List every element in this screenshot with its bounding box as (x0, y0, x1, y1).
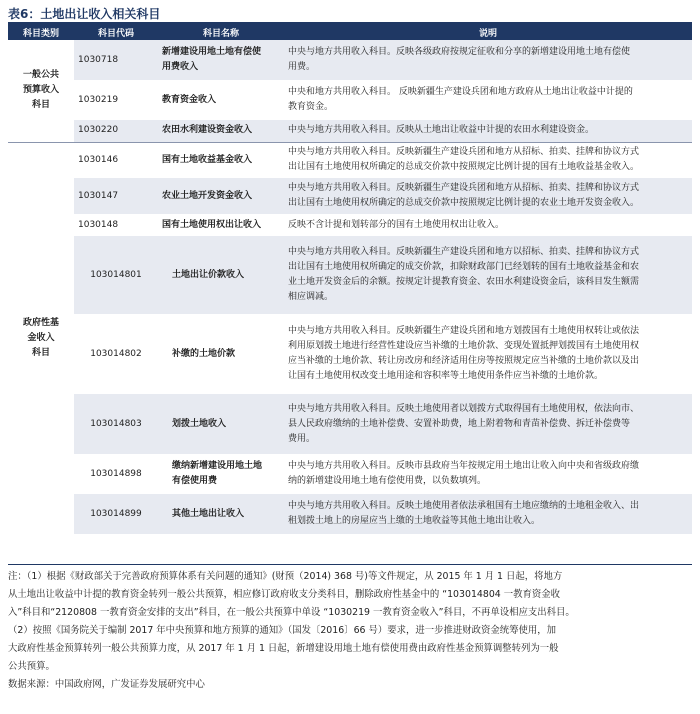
table-row (8, 142, 692, 178)
description-line: 中央与地方共用收入科目。反映新疆生产建设兵团和地方从招标、拍卖、挂牌和协议方式 (288, 183, 640, 193)
table-row (8, 236, 692, 314)
data-source: 数据来源：中国政府网，广发证券发展研究中心 (8, 679, 205, 690)
description-line: 利用原划拨土地进行经营性建设应当补缴的土地价款、变现处置抵押划拨国有土地使用权 (288, 341, 640, 351)
subject-name-line: 农田水利建设资金收入 (162, 125, 253, 136)
description-line: 中央与地方共用收入科目。反映从土地出让收益中计提的农田水利建设资金。 (288, 125, 595, 136)
table-row (8, 120, 692, 142)
subject-code: 103014899 (74, 494, 158, 534)
description-line: 费用。 (288, 433, 316, 444)
subject-description (284, 454, 692, 494)
table-row (8, 80, 692, 120)
note-line: 入”科目和“2120808 一教育资金安排的支出”科目，在一般公共预算中单设 “1030219 一教育资金收入”科目，不再单设相应支出科目。 (8, 607, 575, 618)
category-line: 政府性基 (22, 317, 59, 328)
header-description: 说明 (284, 24, 692, 40)
note-line: 公共预算。 (8, 661, 55, 672)
description-line: 相应调减。 (288, 292, 334, 302)
subject-name-line: 新增建设用地土地有偿使 (162, 47, 262, 57)
category-government-fund (8, 142, 74, 534)
table-header-row (8, 24, 692, 40)
subject-name-line: 土地出让价款收入 (172, 269, 245, 280)
table-title-bar (8, 6, 692, 24)
subject-code: 1030146 (74, 142, 158, 178)
description-line: 业土地开发资金后的余额。按规定计提教育资金、农田水利建设资金后，该科目发生额需 (288, 277, 640, 287)
subject-name-line: 国有土地收益基金收入 (162, 154, 253, 165)
description-line: 出让国有土地使用权所确定的成交价款，扣除财政部门已经划转的国有土地收益基金和农 (288, 262, 640, 272)
subject-description (284, 494, 692, 534)
subject-description (284, 394, 692, 454)
subject-description (284, 214, 692, 236)
description-line: 中央和地方共用收入科目。 反映新疆生产建设兵团和地方政府从土地出让收益中计提的 (288, 87, 633, 97)
subject-name-line: 补缴的土地价款 (172, 348, 236, 359)
subject-name-line: 缴纳新增建设用地土地 (172, 461, 263, 471)
subject-name-line: 农业土地开发资金收入 (162, 190, 253, 201)
subject-name (158, 454, 284, 494)
subject-name (158, 40, 284, 80)
category-line: 科目 (31, 100, 50, 111)
subject-description (284, 80, 692, 120)
description-line: 中央与地方共用收入科目。反映市县政府当年按规定用土地出让收入向中央和省级政府缴 (288, 461, 640, 471)
category-line: 科目 (31, 347, 50, 358)
subject-code: 1030718 (74, 40, 158, 80)
header-category: 科目类别 (8, 24, 74, 40)
subject-name (158, 494, 284, 534)
subject-name (158, 394, 284, 454)
description-line: 出让国有土地使用权所确定的总成交价款中按照规定比例计提的农业土地开发资金收入。 (288, 198, 640, 208)
table-row (8, 314, 692, 394)
subject-description (284, 142, 692, 178)
description-line: 中央与地方共用收入科目。反映土地使用者以划拨方式取得国有土地使用权，依法向市、 (288, 403, 640, 414)
table-row (8, 178, 692, 214)
subject-name (158, 236, 284, 314)
subject-description (284, 236, 692, 314)
description-line: 租划拨土地上的房屋应当上缴的土地收益等其他土地出让收入。 (288, 516, 541, 526)
subject-name (158, 120, 284, 142)
subject-name-line: 国有土地使用权出让收入 (162, 219, 262, 230)
subject-code: 103014802 (90, 348, 142, 359)
subject-code: 1030148 (78, 219, 119, 230)
header-name: 科目名称 (158, 24, 284, 40)
subject-name (158, 142, 284, 178)
description-line: 中央与地方共用收入科目。反映新疆生产建设兵团和地方划拨国有土地使用权转让或依法 (288, 326, 640, 336)
subject-description (284, 314, 692, 394)
table-title: 表6：土地出让收入相关科目 (8, 7, 161, 21)
description-line: 纳的新增建设用地土地有偿使用费，以负数填列。 (288, 476, 487, 486)
description-line: 用费。 (288, 62, 316, 72)
category-general-budget (8, 40, 74, 142)
subject-description (284, 120, 692, 142)
subject-code: 1030219 (78, 94, 119, 105)
subject-description (284, 40, 692, 80)
subject-name-line: 有偿使用费 (172, 476, 218, 486)
description-line: 出让国有土地使用权所确定的总成交价款中按照规定比例计提的国有土地收益基金收入。 (288, 162, 640, 173)
table-row (8, 494, 692, 534)
subject-name-line: 其他土地出让收入 (172, 508, 245, 519)
category-line: 预算收入 (22, 85, 59, 96)
description-line: 应当补缴的土地价款、转让房改房和经济适用住房等按照规定应当补缴的土地价款以及出 (288, 356, 640, 366)
note-line: （2）按照《国务院关于编制 2017 年中央预算和地方预算的通知》（国发〔2016〕66 号）要求，进一步推进财政资金统筹使用，加 (8, 625, 556, 636)
subject-code: 103014803 (74, 394, 158, 454)
subject-name (158, 80, 284, 120)
subject-name-line: 用费收入 (162, 62, 199, 72)
subject-name (158, 314, 284, 394)
header-code: 科目代码 (74, 24, 158, 40)
description-line: 县人民政府缴纳的土地补偿费、安置补助费，地上附着物和青苗补偿费、拆迁补偿费等 (288, 418, 631, 429)
subject-code: 103014898 (90, 468, 142, 479)
subjects-table (8, 24, 692, 534)
subject-code: 1030220 (74, 120, 158, 142)
category-line: 金收入 (27, 332, 55, 343)
table-notes (8, 564, 692, 694)
subject-name (158, 178, 284, 214)
table-row (8, 40, 692, 80)
description-line: 中央与地方共用收入科目。反映新疆生产建设兵团和地方以招标、拍卖、挂牌和协议方式 (288, 247, 640, 257)
note-line: 注：（1）根据《财政部关于完善政府预算体系有关问题的通知》(财预（2014) 368 号)等文件规定，从 2015 年 1 月 1 日起，将地方 (8, 571, 563, 582)
description-line: 让国有土地使用权改变土地用途和容积率等土地使用条件应当补缴的土地价款。 (288, 371, 604, 381)
description-line: 中央与地方共用收入科目。反映新疆生产建设兵团和地方从招标、拍卖、挂牌和协议方式 (288, 147, 640, 158)
description-line: 教育资金。 (288, 102, 334, 112)
category-line: 一般公共 (22, 70, 59, 81)
subject-name (158, 214, 284, 236)
subject-name-line: 划拨土地收入 (172, 418, 227, 429)
description-line: 中央与地方共用收入科目。反映土地使用者依法承租国有土地应缴纳的土地租金收入、出 (288, 501, 640, 511)
description-line: 反映不含计提和划转部分的国有土地使用权出让收入。 (288, 219, 505, 230)
subject-description (284, 178, 692, 214)
subject-code: 1030147 (74, 178, 158, 214)
description-line: 中央与地方共用收入科目。反映各级政府按规定征收和分享的新增建设用地土地有偿使 (288, 47, 631, 57)
table-row (8, 214, 692, 236)
subject-code: 103014801 (74, 236, 158, 314)
note-line: 从土地出让收益中计提的教育资金转列一般公共预算，相应修订政府收支分类科目，删除政府性基金中的 “103014804 一教育资金收 (8, 589, 561, 600)
table-row (8, 394, 692, 454)
note-line: 大政府性基金预算转列一般公共预算力度，从 2017 年 1 月 1 日起，新增建设用地土地有偿使用费由政府性基金预算调整转列为一般 (8, 643, 559, 654)
subject-name-line: 教育资金收入 (162, 94, 217, 105)
table-row (8, 454, 692, 494)
